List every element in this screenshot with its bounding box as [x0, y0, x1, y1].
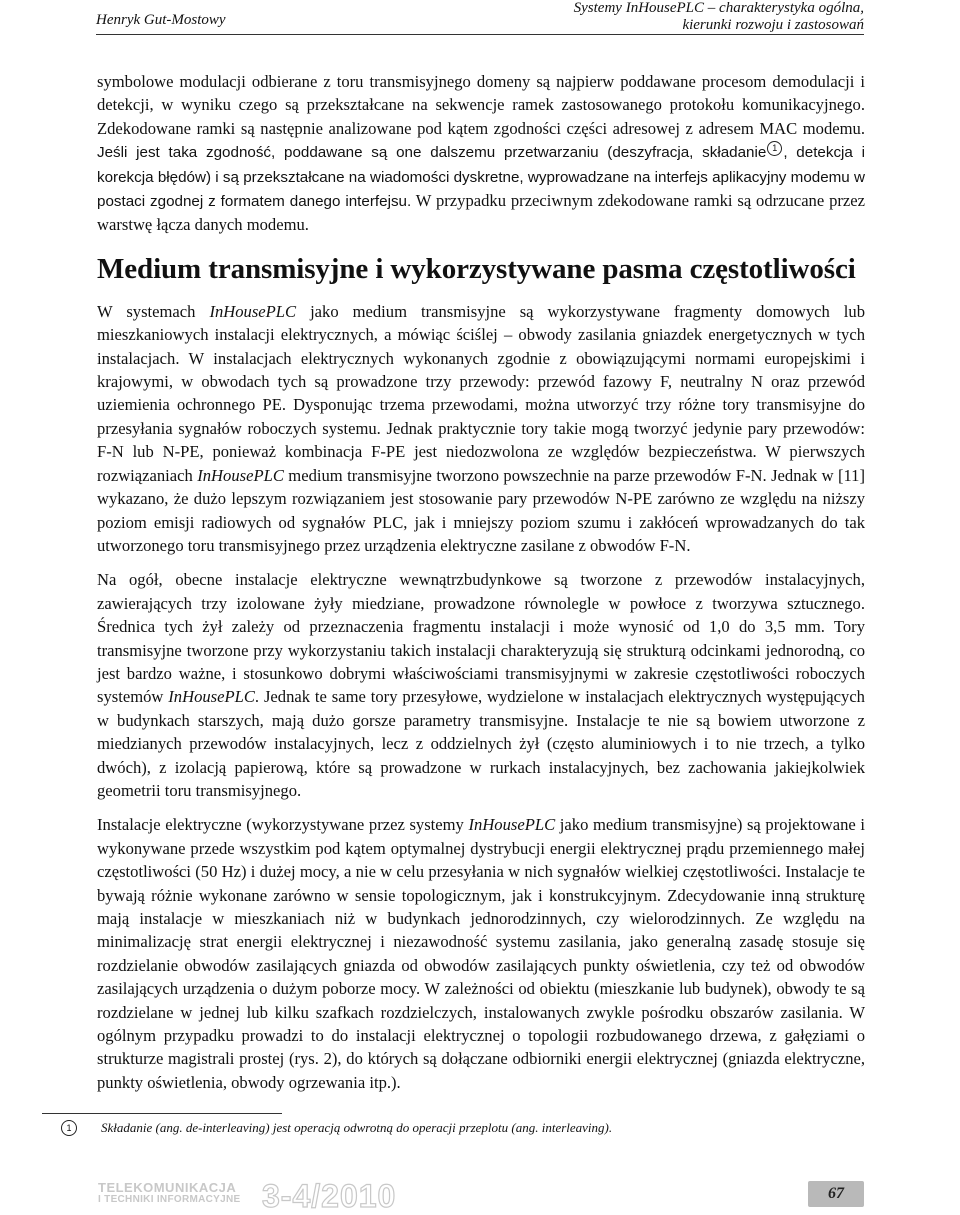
paragraph-1-text-a: symbolowe modulacji odbierane z toru transmisyjnego domeny są najpierw poddawane procesom demodulacji i detekcji, w wyniku czego są przekształcane na sekwencje ramek zastosowanego protokołu komunikacyjnego. Zdekodowane ramki są następnie analizowane pod kątem zgodności części adresowej z adresem MAC modemu. — [97, 72, 865, 138]
page-number: 67 — [808, 1181, 864, 1207]
header-title-line1: Systemy InHousePLC – charakterystyka ogólna, — [573, 0, 864, 16]
paragraph-2-text-a: W systemach — [97, 301, 210, 321]
term-inhouseplc: InHousePLC — [209, 301, 297, 321]
paragraph-4-text-d: W ogólnym przypadku prowadzi to do instalacji elektrycznej o topologii rozbudowanego drzewa, z gałęziami o strukturze magistrali prostej (rys. 2), do których są dołączane odbiorniki energii elektrycznej (gniazda elektryczne, punkty oświetlenia, obwody ogrzewania itp.). — [97, 1002, 865, 1092]
paragraph-1-text-b: Jeśli jest taka zgodność, poddawane są one dalszemu przetwarzaniu (deszyfracja, składanie — [97, 144, 767, 162]
paragraph-3-text-a: Na ogół, obecne instalacje elektryczne wewnątrzbudynkowe są tworzone z przewodów instalacyjnych, zawierających trzy izolowane żyły miedziane, prowadzone równolegle w powłoce z tworzywa sztucznego. Średnica tych żył zależy od przeznaczenia fragmentu instalacji i może wynosić od 1,0 do 3,5 mm. Tory transmisyjne tworzone przy wykorzystaniu takich instalacji charakteryzują się strukturą odcinkami jednorodną, co jest bardzo ważne, i stosunkowo dobrymi właściwościami transmisyjnymi w zakresie częstotliwości roboczych systemów — [97, 570, 865, 707]
paragraph-1-text-c: , detekcja i korekcja błędów) i są przekształcane na wiadomości dyskretne, wyprowadzane na interfejs aplikacyjny modemu w postaci zgodnej z formatem danego interfejsu. — [97, 144, 865, 211]
footnote-reference[interactable]: 1 — [767, 141, 782, 156]
page-header — [0, 0, 960, 34]
section-heading: Medium transmisyjne i wykorzystywane pasma częstotliwości — [97, 252, 856, 285]
page-footer — [0, 1178, 960, 1212]
footnote-marker: 1 — [61, 1120, 77, 1136]
journal-name-line1: TELEKOMUNIKACJA — [98, 1180, 237, 1195]
paragraph-3-text-c: . Jednak te same tory przesyłowe, wydzielone w instalacjach elektrycznych występujących w budynkach starszych, mają dużo gorsze parametry transmisyjne. Instalacje te nie są bowiem utworzone z miedzianych przewodów instalacyjnych, lecz z oddzielnych żył (często aluminiowych i to nie trzech, a tylko dwóch), z izolacją papierową, które są prowadzone w rurkach instalacyjnych, bez zachowania jakiejkolwiek geometrii toru transmisyjnego. — [97, 687, 865, 800]
paragraph-4 — [97, 813, 865, 1094]
issue-number: 3-4/2010 — [262, 1178, 397, 1214]
paragraph-4-text-a: Instalacje elektryczne (wykorzystywane przez systemy — [97, 815, 469, 835]
footnote-text: Składanie (ang. de-interleaving) jest operacją odwrotną do operacji przeplotu (ang. interleaving). — [101, 1120, 613, 1135]
header-divider — [96, 34, 864, 35]
paragraph-3 — [97, 568, 865, 802]
paragraph-2-text-e: medium transmisyjne tworzono powszechnie na parze przewodów F-N. Jednak w [11] wykazano, że dużo lepszym rozwiązaniem jest stosowanie pary przewodów N-PE zarówno ze względu na niższy poziom emisji radiowych od sygnałów PLC, jak i mniejszy poziom szumu i zakłóceń wprowadzanych do tak utworzonego toru transmisyjnego przez urządzenia elektryczne zasilane z obwodów F-N. — [97, 465, 865, 555]
footnote-divider — [42, 1113, 282, 1114]
term-inhouseplc: InHousePLC — [168, 687, 255, 707]
journal-logo — [98, 1182, 240, 1206]
term-inhouseplc: InHousePLC — [468, 815, 556, 835]
header-title-line2: kierunki rozwoju i zastosowań — [682, 17, 864, 33]
paragraph-4-text-c: jako medium transmisyjne) są projektowane i wykonywane przede wszystkim pod kątem optymalnej dystrybucji energii elektrycznej prądu przemiennego małej częstotliwości (50 Hz) i dużej mocy, a nie w celu przesyłania w nich sygnałów wielkiej częstotliwości. Instalacje te bywają różnie wykonane zarówno w sensie topologicznym, jak i konstrukcyjnym. Zdecydowanie inną strukturę mają instalacje w mieszkaniach niż w budynkach jednorodzinnych, czy wielorodzinnych. Ze względu na minimalizację strat energii elektrycznej i niezawodność systemu zasilania, jako generalną zasadę stosuje się rozdzielanie obwodów zasilających gniazda od obwodów zasilających punkty oświetlenia, czy też od obwodów zasilających urządzenia o dużym poborze mocy. W zależności od obiektu (mieszkanie lub budynek), obwody te są rozdzielane w jednej lub kilku szafkach rozdzielczych, instalowanych zwykle pośrodku obszarów zasilania. — [97, 815, 865, 1022]
paragraph-1 — [97, 70, 865, 237]
journal-name-line2: I TECHNIKI INFORMACYJNE — [98, 1194, 241, 1205]
term-inhouseplc: InHousePLC — [197, 465, 284, 485]
footnote — [60, 1120, 612, 1136]
paragraph-2 — [97, 300, 865, 557]
article-body — [97, 70, 865, 1094]
header-author: Henryk Gut-Mostowy — [96, 12, 226, 28]
paragraph-1-text-d: W przypadku przeciwnym zdekodowane ramki są odrzucane przez warstwę łącza danych modemu. — [97, 191, 865, 235]
paragraph-2-text-c: jako medium transmisyjne są wykorzystywane fragmenty domowych lub mieszkaniowych instalacji elektrycznych, a mówiąc ściślej – obwody zasilania gniazdek energetycznych w tych instalacjach. W instalacjach elektrycznych wykonanych zgodnie z obowiązującymi normami europejskimi i krajowymi, w obwodach tych są prowadzone trzy przewody: przewód fazowy F, neutralny N oraz przewód uziemienia ochronnego PE. Dysponując trzema przewodami, można utworzyć trzy różne tory transmisyjne do przesyłania sygnałów roboczych systemu. Jednak praktycznie tory takie mogą tworzyć jedynie pary przewodów: F-N lub N-PE, ponieważ kombinacja F-PE jest niedozwolona ze względów bezpieczeństwa. W pierwszych rozwiązaniach — [97, 301, 866, 485]
header-article-title — [574, 0, 864, 34]
